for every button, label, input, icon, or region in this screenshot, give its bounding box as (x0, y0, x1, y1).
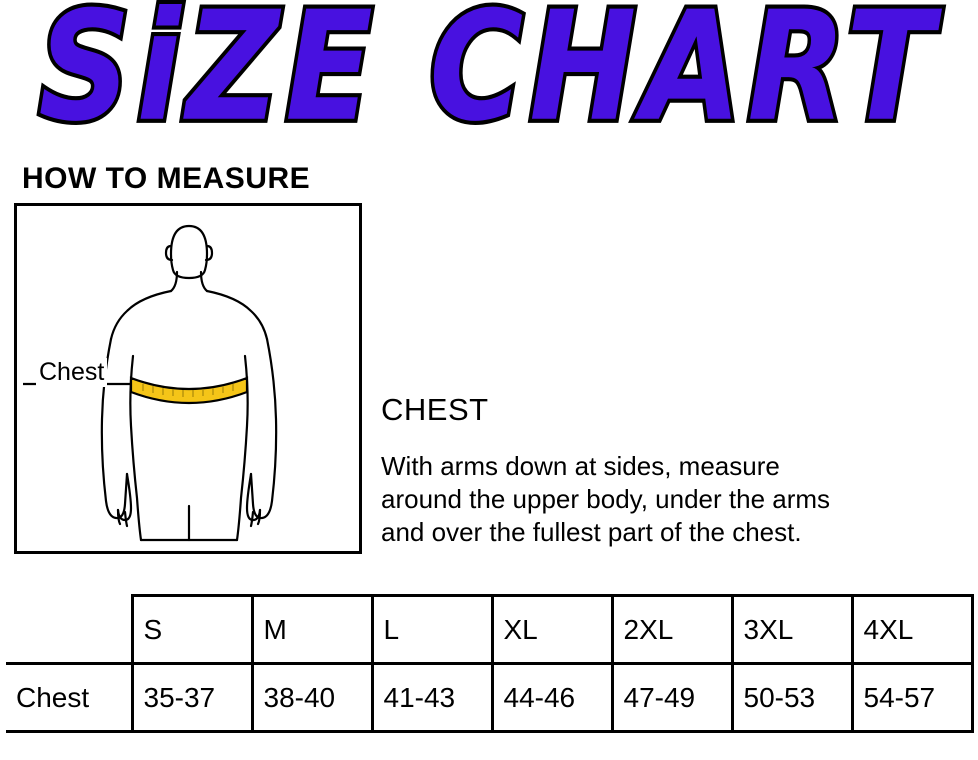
title-banner (0, 0, 978, 156)
description-line-3: and over the fullest part of the chest. (381, 517, 802, 547)
table-row (6, 664, 972, 732)
table-cell-chest-xl: 44-46 (492, 664, 612, 732)
table-corner-cell (6, 596, 132, 664)
table-row-label-chest: Chest (6, 664, 132, 732)
table-row (6, 596, 972, 664)
table-cell-chest-3xl: 50-53 (732, 664, 852, 732)
description-heading: CHEST (381, 392, 489, 427)
page-title: SiZE CHART (38, 0, 940, 156)
size-chart-table (6, 594, 974, 733)
table-header-m: M (252, 596, 372, 664)
table-header-s: S (132, 596, 252, 664)
table-header-l: L (372, 596, 492, 664)
table-cell-chest-2xl: 47-49 (612, 664, 732, 732)
description-line-2: around the upper body, under the arms (381, 484, 831, 514)
description-body (381, 450, 978, 549)
description-line-1: With arms down at sides, measure (381, 451, 780, 481)
table-header-3xl: 3XL (732, 596, 852, 664)
table-header-xl: XL (492, 596, 612, 664)
chest-tape-icon (131, 378, 247, 403)
table-header-4xl: 4XL (852, 596, 972, 664)
table-cell-chest-s: 35-37 (132, 664, 252, 732)
table-cell-chest-m: 38-40 (252, 664, 372, 732)
chest-figure-label: Chest (36, 358, 107, 387)
table-header-2xl: 2XL (612, 596, 732, 664)
table-cell-chest-l: 41-43 (372, 664, 492, 732)
how-to-measure-heading: HOW TO MEASURE (22, 162, 311, 195)
table-cell-chest-4xl: 54-57 (852, 664, 972, 732)
